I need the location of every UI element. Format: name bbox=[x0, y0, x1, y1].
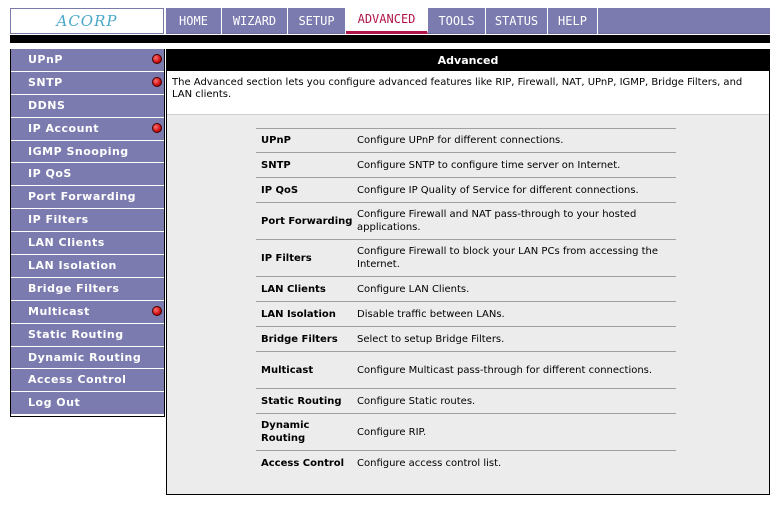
sidebar-item-label: SNTP bbox=[28, 75, 63, 89]
sidebar-item-label: LAN Clients bbox=[28, 236, 105, 250]
status-dot-icon bbox=[152, 123, 162, 133]
status-dot-icon bbox=[152, 306, 162, 316]
sidebar-item-lan-clients[interactable] bbox=[11, 232, 164, 254]
table-row bbox=[256, 414, 676, 451]
feature-name[interactable]: Static Routing bbox=[261, 395, 342, 407]
sidebar-item-ip-qos[interactable] bbox=[11, 163, 164, 185]
sidebar-item-log-out[interactable] bbox=[11, 392, 164, 414]
tab-setup[interactable]: SETUP bbox=[288, 8, 346, 34]
feature-name[interactable]: IP Filters bbox=[261, 252, 312, 264]
sidebar-item-label: Static Routing bbox=[28, 327, 124, 341]
feature-description: Disable traffic between LANs. bbox=[357, 308, 505, 320]
feature-description: Configure SNTP to configure time server on Internet. bbox=[357, 159, 621, 171]
feature-description: Configure access control list. bbox=[357, 457, 502, 469]
sidebar-item-label: Multicast bbox=[28, 304, 90, 318]
tab-home[interactable]: HOME bbox=[166, 8, 222, 34]
sidebar-item-port-forwarding[interactable] bbox=[11, 186, 164, 208]
sidebar-item-label: Log Out bbox=[28, 396, 81, 410]
feature-name[interactable]: SNTP bbox=[261, 159, 291, 171]
divider-bar bbox=[10, 35, 770, 43]
sidebar-item-sntp[interactable] bbox=[11, 72, 164, 94]
sidebar-item-lan-isolation[interactable] bbox=[11, 255, 164, 277]
feature-description: Configure Static routes. bbox=[357, 395, 476, 407]
sidebar-item-label: IGMP Snooping bbox=[28, 144, 129, 158]
feature-description: Configure LAN Clients. bbox=[357, 283, 470, 295]
feature-description: Configure RIP. bbox=[357, 426, 427, 438]
sidebar-item-ip-account[interactable] bbox=[11, 118, 164, 140]
sidebar-item-ip-filters[interactable] bbox=[11, 209, 164, 231]
page-title: Advanced bbox=[167, 50, 769, 71]
tab-tools[interactable]: TOOLS bbox=[428, 8, 486, 34]
table-row bbox=[256, 153, 676, 178]
tab-wizard[interactable]: WIZARD bbox=[222, 8, 288, 34]
sidebar-item-label: UPnP bbox=[28, 53, 63, 66]
sidebar-item-ddns[interactable] bbox=[11, 95, 164, 117]
feature-name[interactable]: Port Forwarding bbox=[261, 215, 353, 227]
sidebar-item-label: IP QoS bbox=[28, 167, 72, 181]
intro-text: The Advanced section lets you configure advanced features like RIP, Firewall, NAT, UPnP, IGMP, Bridge Filters, and LAN clients. bbox=[167, 71, 769, 115]
status-dot-icon bbox=[152, 77, 162, 87]
feature-description: Configure UPnP for different connections. bbox=[357, 135, 564, 146]
table-row bbox=[256, 352, 676, 389]
tab-status[interactable]: STATUS bbox=[486, 8, 548, 34]
table-row bbox=[256, 178, 676, 203]
sidebar-item-igmp-snooping[interactable] bbox=[11, 141, 164, 163]
sidebar bbox=[10, 49, 165, 417]
feature-name[interactable]: UPnP bbox=[261, 135, 291, 146]
table-row bbox=[256, 129, 676, 153]
status-dot-icon bbox=[152, 54, 162, 64]
tab-help[interactable]: HELP bbox=[548, 8, 598, 34]
sidebar-item-label: IP Account bbox=[28, 121, 100, 135]
tab-advanced[interactable]: ADVANCED bbox=[346, 8, 428, 34]
top-navigation bbox=[166, 8, 770, 34]
sidebar-item-label: LAN Isolation bbox=[28, 259, 117, 273]
sidebar-item-label: Access Control bbox=[28, 373, 127, 387]
feature-description: Select to setup Bridge Filters. bbox=[357, 333, 505, 345]
feature-name[interactable]: Multicast bbox=[261, 364, 314, 376]
feature-name[interactable]: LAN Clients bbox=[261, 283, 326, 295]
logo-text: ACORP bbox=[56, 12, 118, 30]
feature-name[interactable]: Access Control bbox=[261, 457, 345, 469]
feature-description: Configure IP Quality of Service for different connections. bbox=[357, 184, 639, 196]
sidebar-item-label: IP Filters bbox=[28, 213, 89, 227]
feature-name[interactable]: LAN Isolation bbox=[261, 308, 336, 320]
feature-table bbox=[256, 128, 676, 476]
sidebar-item-access-control[interactable] bbox=[11, 369, 164, 391]
logo bbox=[10, 8, 164, 34]
table-row bbox=[256, 203, 676, 240]
feature-name[interactable]: Bridge Filters bbox=[261, 333, 338, 345]
main-content bbox=[166, 49, 770, 495]
sidebar-item-dynamic-routing[interactable] bbox=[11, 347, 164, 369]
sidebar-item-label: Dynamic Routing bbox=[28, 350, 142, 364]
sidebar-item-label: Bridge Filters bbox=[28, 281, 120, 295]
sidebar-item-multicast[interactable] bbox=[11, 301, 164, 323]
sidebar-item-upnp[interactable] bbox=[11, 49, 164, 71]
table-row bbox=[256, 240, 676, 277]
sidebar-item-label: DDNS bbox=[28, 98, 66, 112]
feature-description: Configure Firewall to block your LAN PCs from accessing the Internet. bbox=[357, 246, 659, 270]
feature-description: Configure Firewall and NAT pass-through to your hosted applications. bbox=[357, 209, 637, 233]
sidebar-item-bridge-filters[interactable] bbox=[11, 278, 164, 300]
feature-name[interactable]: IP QoS bbox=[261, 184, 299, 196]
table-row bbox=[256, 327, 676, 352]
table-row bbox=[256, 451, 676, 476]
feature-description: Configure Multicast pass-through for different connections. bbox=[357, 364, 653, 376]
sidebar-item-static-routing[interactable] bbox=[11, 324, 164, 346]
table-row bbox=[256, 302, 676, 327]
table-row bbox=[256, 277, 676, 302]
feature-name[interactable]: Dynamic Routing bbox=[261, 420, 310, 444]
sidebar-item-label: Port Forwarding bbox=[28, 190, 137, 204]
table-row bbox=[256, 389, 676, 414]
